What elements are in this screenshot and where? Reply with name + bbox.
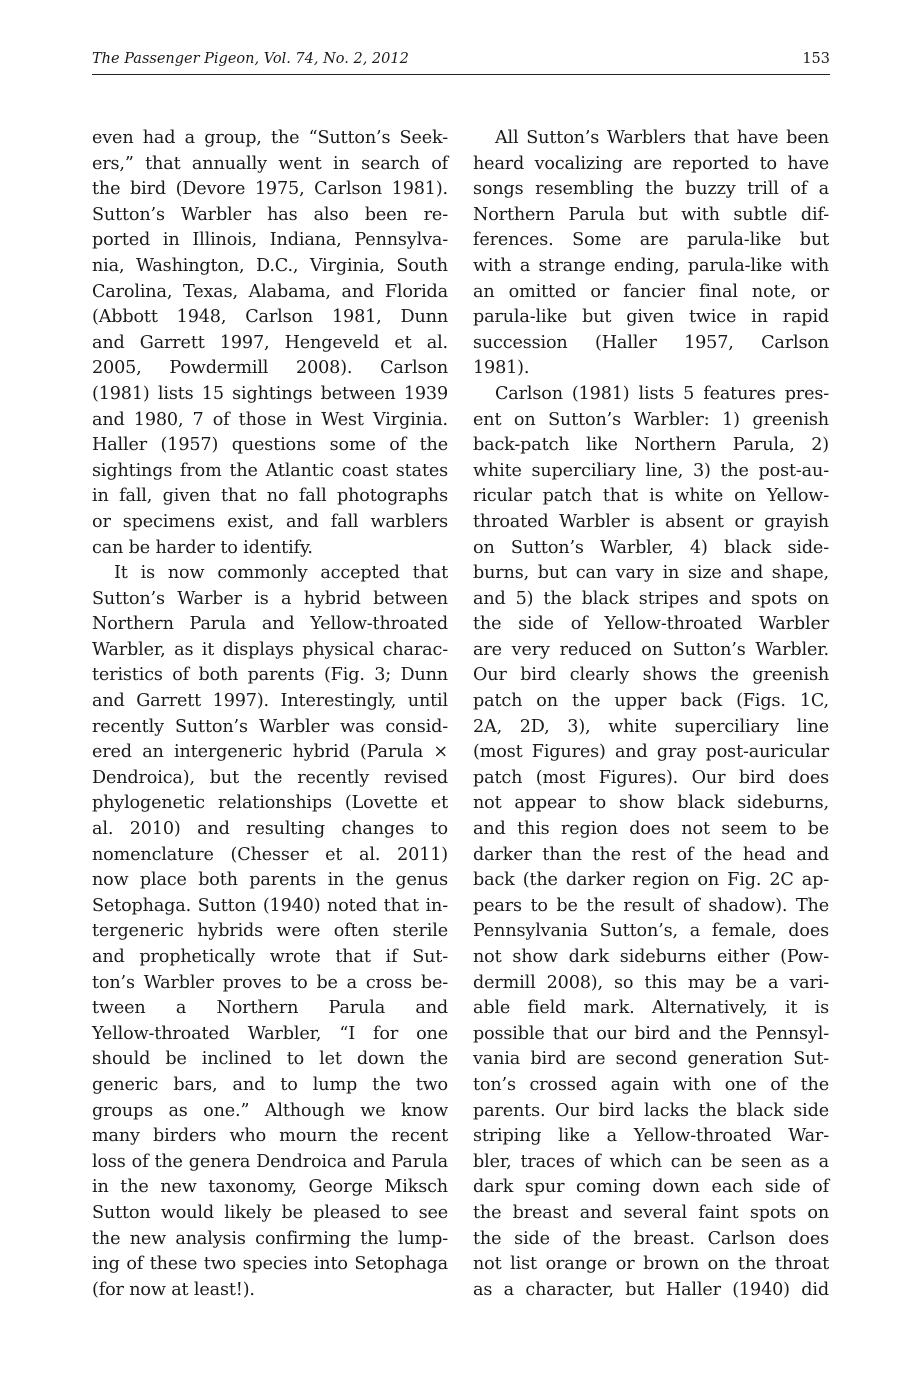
text-line: Northern Parula but with subtle dif- [473,204,829,225]
text-line: able field mark. Alternatively, it is [473,998,829,1019]
text-line: and this region does not seem to be [473,819,829,840]
text-line: ers,” that annually went in search of [92,153,448,174]
text-line: (Abbott 1948, Carlson 1981, Dunn [92,307,448,328]
text-line: It is now commonly accepted that [114,563,448,584]
text-line: al. 2010) and resulting changes to [92,819,448,840]
text-line: ported in Illinois, Indiana, Pennsylva- [92,230,448,251]
text-line: dermill 2008), so this may be a vari- [473,972,829,993]
text-line: and 5) the black stripes and spots on [473,588,829,609]
text-line: Yellow-throated Warbler, “I for one [92,1023,448,1044]
text-line: Pennsylvania Sutton’s, a female, does [473,921,829,942]
text-line: nia, Washington, D.C., Virginia, South [92,255,448,276]
text-line: striping like a Yellow-throated War- [473,1126,829,1147]
text-line: succession (Haller 1957, Carlson [473,332,829,353]
text-line: pears to be the result of shadow). The [473,895,829,916]
text-line: (most Figures) and gray post-auricular [473,742,829,763]
text-line: Our bird clearly shows the greenish [473,665,829,686]
text-line: dark spur coming down each side of [473,1177,829,1198]
text-line: now place both parents in the genus [92,870,448,891]
text-line: tergeneric hybrids were often sterile [92,921,448,942]
text-line: in the new taxonomy, George Miksch [92,1177,448,1198]
text-line: the bird (Devore 1975, Carlson 1981). [92,179,448,200]
text-line: loss of the genera Dendroica and Parula [92,1151,448,1172]
text-line: Warbler, as it displays physical charac- [92,639,448,660]
journal-citation: The Passenger Pigeon, Vol. 74, No. 2, 2012 [92,51,409,67]
text-line: white superciliary line, 3) the post-au- [473,460,829,481]
text-line: ered an intergeneric hybrid (Parula × [92,742,448,763]
text-line: the side of the breast. Carlson does [473,1228,829,1249]
text-line: an omitted or fancier final note, or [473,281,829,302]
text-line: parula-like but given twice in rapid [473,307,829,328]
text-line: teristics of both parents (Fig. 3; Dunn [92,665,448,686]
text-line: back (the darker region on Fig. 2C ap- [473,870,829,891]
text-line: the breast and several faint spots on [473,1202,829,1223]
text-line: vania bird are second generation Sut- [473,1049,829,1070]
text-line: on Sutton’s Warbler, 4) black side- [473,537,829,558]
text-line: and 1980, 7 of those in West Virginia. [92,409,448,430]
text-line: ton’s Warbler proves to be a cross be- [92,972,448,993]
text-line: Sutton’s Warber is a hybrid between [92,588,448,609]
page-number: 153 [802,51,830,67]
text-line: possible that our bird and the Pennsyl- [473,1023,829,1044]
text-line: patch on the upper back (Figs. 1C, [473,691,829,712]
text-line: (for now at least!). [92,1279,255,1300]
text-line: ing of these two species into Setophaga [92,1254,448,1275]
text-line: groups as one.” Although we know [92,1100,448,1121]
text-line: (1981) lists 15 sightings between 1939 [92,383,448,404]
text-line: not show dark sideburns either (Pow- [473,947,829,967]
text-line: with a strange ending, parula-like with [473,255,829,276]
text-line: the new analysis confirming the lump- [92,1228,448,1249]
text-line: heard vocalizing are reported to have [473,153,829,174]
text-line: not list orange or brown on the throat [473,1254,829,1275]
text-line: patch (most Figures). Our bird does [473,767,829,788]
text-line: and Garrett 1997, Hengeveld et al. [92,332,448,353]
text-line: recently Sutton’s Warbler was consid- [92,716,448,737]
right-text-column [473,126,829,1303]
text-line: Sutton’s Warbler has also been re- [92,204,448,225]
running-header [92,50,830,75]
text-line: ton’s crossed again with one of the [473,1074,829,1095]
text-line: or specimens exist, and fall warblers [92,511,448,532]
text-line: can be harder to identify. [92,537,313,558]
text-line: many birders who mourn the recent [92,1126,448,1147]
text-line: 1981). [473,358,530,379]
text-line: Haller (1957) questions some of the [92,435,448,456]
text-line: Dendroica), but the recently revised [92,767,448,788]
text-line: Carlson (1981) lists 5 features pres- [495,383,829,404]
text-line: 2005, Powdermill 2008). Carlson [92,358,448,379]
text-line: Northern Parula and Yellow-throated [92,614,448,635]
text-line: sightings from the Atlantic coast states [92,460,448,481]
text-line: 2A, 2D, 3), white superciliary line [473,716,829,737]
text-line: generic bars, and to lump the two [92,1074,448,1095]
text-line: bler, traces of which can be seen as a [473,1151,829,1172]
text-line: ricular patch that is white on Yellow- [473,486,829,507]
text-line: ent on Sutton’s Warbler: 1) greenish [473,409,829,430]
text-line: are very reduced on Sutton’s Warbler. [473,639,829,660]
text-line: should be inclined to let down the [92,1049,448,1070]
text-line: as a character, but Haller (1940) did [473,1279,829,1300]
text-line: darker than the rest of the head and [473,844,829,865]
text-line: tween a Northern Parula and [92,998,448,1019]
text-line: All Sutton’s Warblers that have been [495,128,829,148]
text-line: Carolina, Texas, Alabama, and Florida [92,281,448,302]
text-line: even had a group, the “Sutton’s Seek- [92,128,448,148]
text-line: parents. Our bird lacks the black side [473,1100,829,1121]
text-line: throated Warbler is absent or grayish [473,511,829,532]
text-line: phylogenetic relationships (Lovette et [92,793,448,814]
text-line: back-patch like Northern Parula, 2) [473,435,829,456]
text-line: Sutton would likely be pleased to see [92,1202,448,1223]
text-line: Setophaga. Sutton (1940) noted that in- [92,895,448,916]
text-line: and prophetically wrote that if Sut- [92,947,448,967]
text-line: burns, but can vary in size and shape, [473,563,829,584]
text-line: ferences. Some are parula-like but [473,230,829,251]
left-text-column [92,126,448,1303]
text-line: and Garrett 1997). Interestingly, until [92,691,448,712]
text-line: songs resembling the buzzy trill of a [473,179,829,200]
text-line: in fall, given that no fall photographs [92,486,448,507]
text-line: not appear to show black sideburns, [473,793,829,814]
text-line: nomenclature (Chesser et al. 2011) [92,844,448,865]
text-line: the side of Yellow-throated Warbler [473,614,829,635]
